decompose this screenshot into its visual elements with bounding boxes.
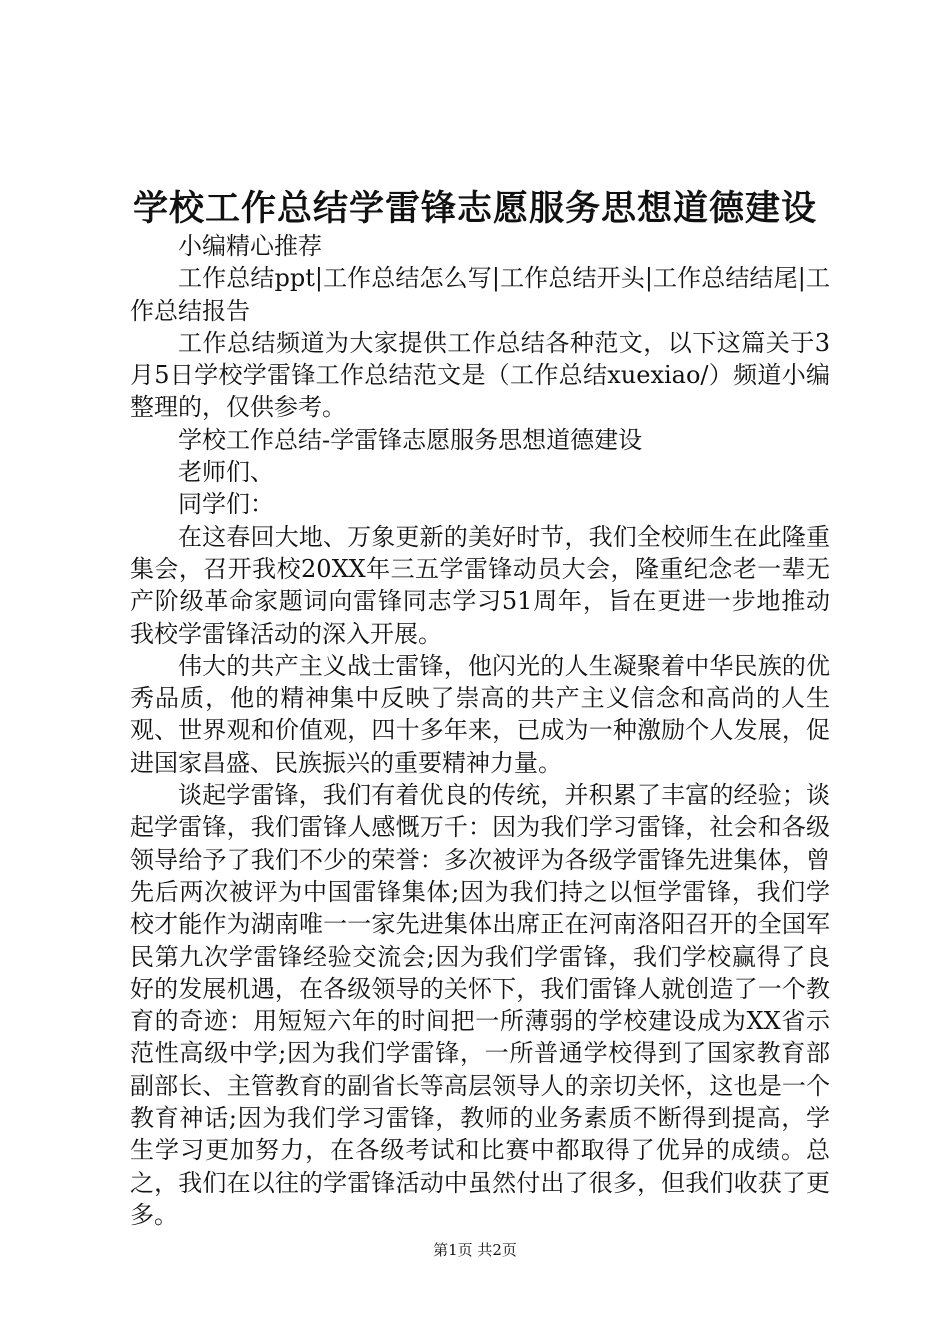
document-title: 学校工作总结学雷锋志愿服务思想道德建设 bbox=[132, 188, 817, 229]
channel-intro-paragraph: 工作总结频道为大家提供工作总结各种范文，以下这篇关于3月5日学校学雷锋工作总结范文是（工作总结xuexiao/）频道小编整理的，仅供参考。 bbox=[130, 328, 830, 422]
page-number-footer: 第1页 共2页 bbox=[433, 1241, 517, 1259]
body-paragraph: 在这春回大地、万象更新的美好时节，我们全校师生在此隆重集会，召开我校20XX年三五学雷锋动员大会，隆重纪念老一辈无产阶级革命家题词向雷锋同志学习51周年，旨在更进一步地推动我校学雷锋活动的深入开展。 bbox=[130, 522, 830, 648]
salutation-teachers: 老师们、 bbox=[178, 458, 274, 487]
document-body bbox=[130, 230, 830, 1231]
body-paragraph: 伟大的共产主义战士雷锋，他闪光的人生凝聚着中华民族的优秀品质，他的精神集中反映了崇高的共产主义信念和高尚的人生观、世界观和价值观，四十多年来，已成为一种激励个人发展，促进国家昌盛、民族振兴的重要精神力量。 bbox=[130, 651, 830, 777]
body-paragraph: 谈起学雷锋，我们有着优良的传统，并积累了丰富的经验；谈起学雷锋，我们雷锋人感慨万千：因为我们学习雷锋，社会和各级领导给予了我们不少的荣誉：多次被评为各级学雷锋先进集体，曾先后两次被评为中国雷锋集体;因为我们持之以恒学雷锋，我们学校才能作为湖南唯一一家先进集体出席正在河南洛阳召开的全国军民第九次学雷锋经验交流会;因为我们学雷锋，我们学校赢得了良好的发展机遇，在各级领导的关怀下，我们雷锋人就创造了一个教育的奇迹：用短短六年的时间把一所薄弱的学校建设成为XX省示范性高级中学;因为我们学雷锋，一所普通学校得到了国家教育部副部长、主管教育的副省长等高层领导人的亲切关怀，这也是一个教育神话;因为我们学习雷锋，教师的业务素质不断得到提高，学生学习更加努力，在各级考试和比赛中都取得了优异的成绩。总之，我们在以往的学雷锋活动中虽然付出了很多，但我们收获了更多。 bbox=[130, 781, 830, 1229]
section-heading: 学校工作总结-学雷锋志愿服务思想道德建设 bbox=[178, 425, 643, 454]
topic-links: 工作总结ppt|工作总结怎么写|工作总结开头|工作总结结尾|工作总结报告 bbox=[130, 264, 830, 325]
salutation-students: 同学们： bbox=[178, 490, 274, 519]
intro-line: 小编精心推荐 bbox=[178, 232, 322, 260]
